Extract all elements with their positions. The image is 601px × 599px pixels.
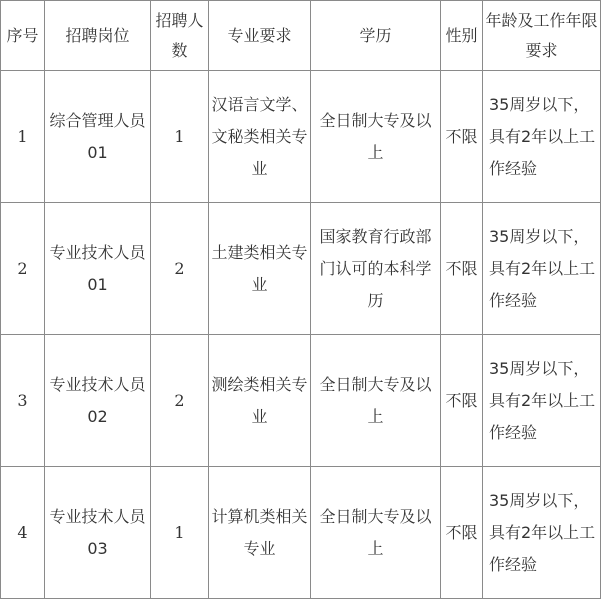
cell-position: 专业技术人员03 — [45, 467, 151, 599]
cell-education: 全日制大专及以上 — [311, 335, 441, 467]
header-education: 学历 — [311, 1, 441, 71]
header-count: 招聘人数 — [151, 1, 209, 71]
cell-index: 4 — [1, 467, 45, 599]
cell-education: 国家教育行政部门认可的本科学历 — [311, 203, 441, 335]
cell-major: 测绘类相关专业 — [209, 335, 311, 467]
table-row — [1, 467, 601, 599]
header-row — [1, 1, 601, 71]
cell-position: 专业技术人员02 — [45, 335, 151, 467]
cell-age-experience: 35周岁以下，具有2年以上工作经验 — [483, 467, 601, 599]
cell-education: 全日制大专及以上 — [311, 71, 441, 203]
header-gender: 性别 — [441, 1, 483, 71]
table-row — [1, 203, 601, 335]
cell-age-experience: 35周岁以下，具有2年以上工作经验 — [483, 335, 601, 467]
cell-major: 汉语言文学、文秘类相关专业 — [209, 71, 311, 203]
cell-gender: 不限 — [441, 71, 483, 203]
header-major: 专业要求 — [209, 1, 311, 71]
cell-gender: 不限 — [441, 467, 483, 599]
cell-age-experience: 35周岁以下，具有2年以上工作经验 — [483, 71, 601, 203]
cell-count: 2 — [151, 335, 209, 467]
cell-index: 3 — [1, 335, 45, 467]
table-row — [1, 71, 601, 203]
header-index: 序号 — [1, 1, 45, 71]
cell-count: 2 — [151, 203, 209, 335]
cell-major: 计算机类相关专业 — [209, 467, 311, 599]
cell-index: 1 — [1, 71, 45, 203]
cell-education: 全日制大专及以上 — [311, 467, 441, 599]
cell-gender: 不限 — [441, 203, 483, 335]
header-position: 招聘岗位 — [45, 1, 151, 71]
cell-count: 1 — [151, 467, 209, 599]
cell-position: 专业技术人员01 — [45, 203, 151, 335]
cell-age-experience: 35周岁以下，具有2年以上工作经验 — [483, 203, 601, 335]
cell-index: 2 — [1, 203, 45, 335]
cell-count: 1 — [151, 71, 209, 203]
cell-gender: 不限 — [441, 335, 483, 467]
table-row — [1, 335, 601, 467]
header-age-experience: 年龄及工作年限要求 — [483, 1, 601, 71]
cell-position: 综合管理人员01 — [45, 71, 151, 203]
cell-major: 土建类相关专业 — [209, 203, 311, 335]
